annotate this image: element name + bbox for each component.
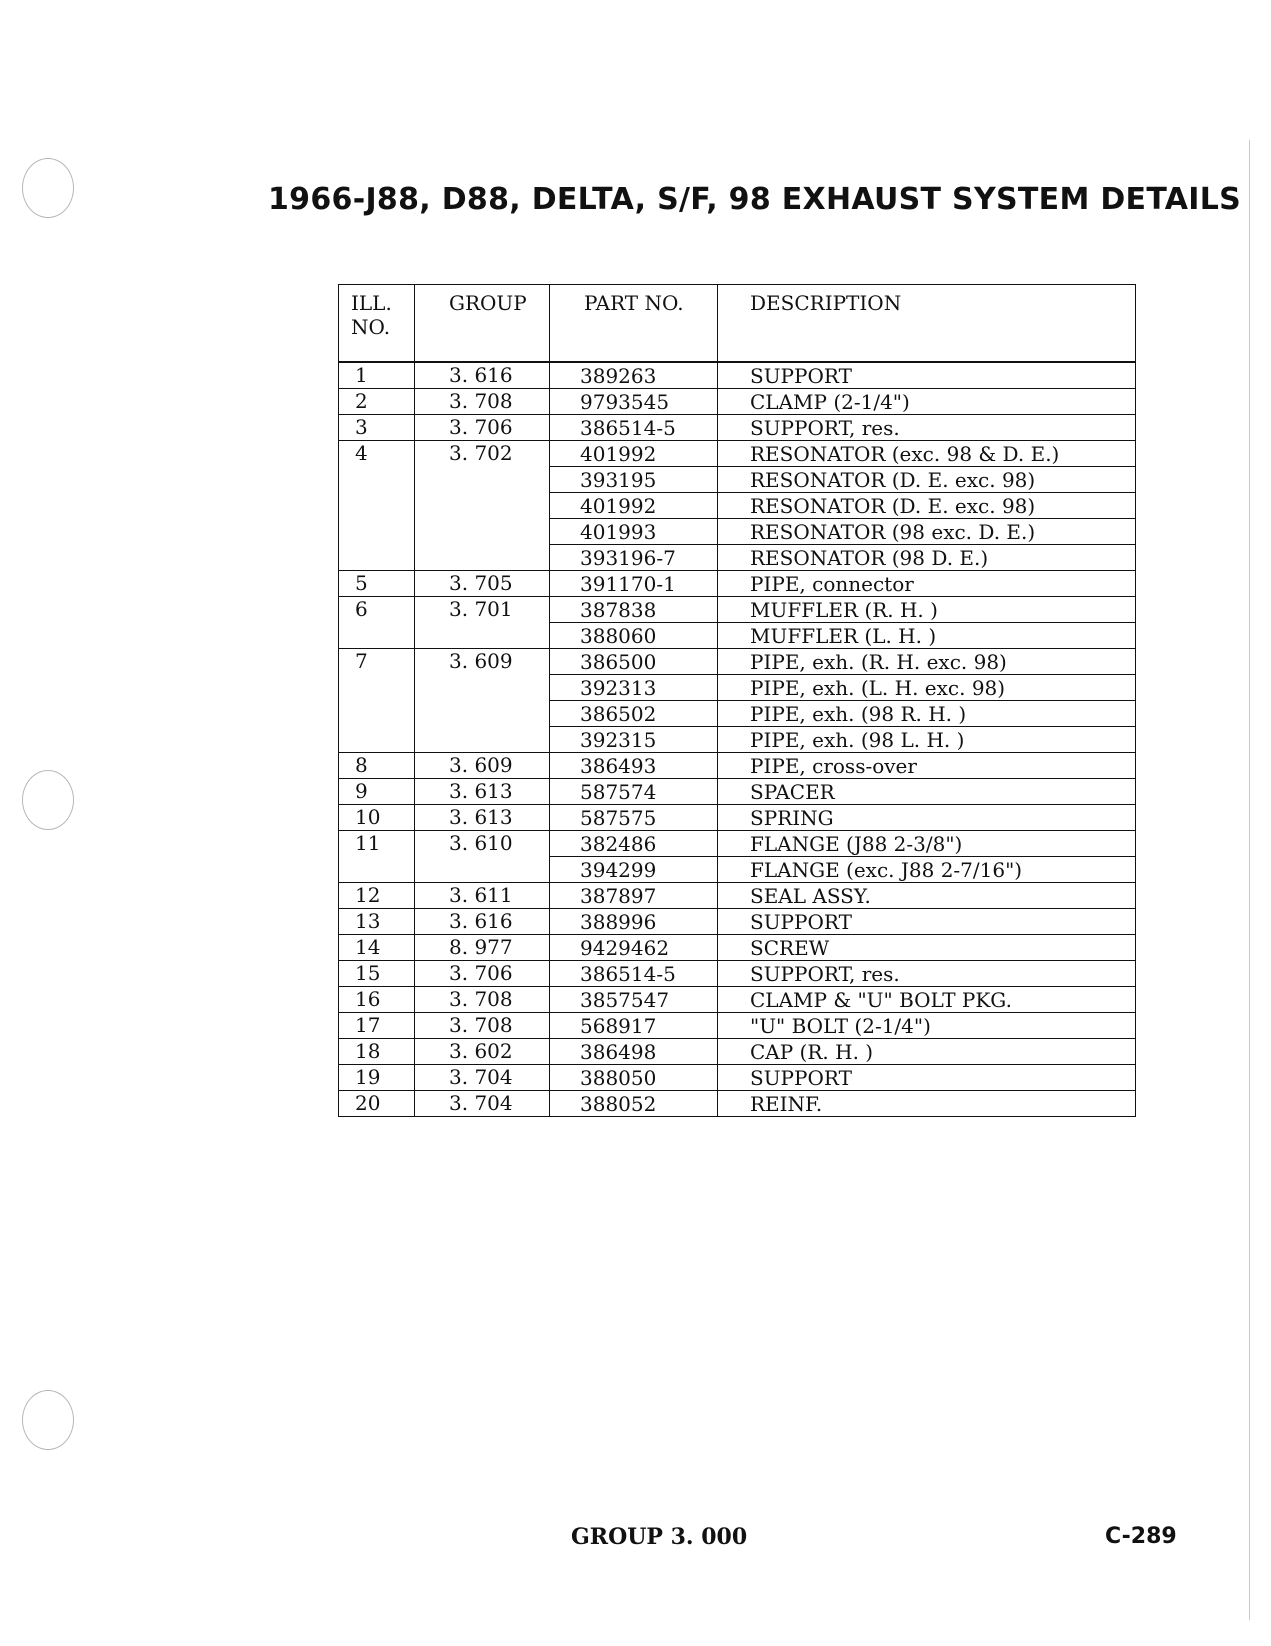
- ill-no-cell: 4: [339, 441, 415, 467]
- description-cell: CAP (R. H. ): [718, 1039, 1136, 1065]
- table-row: [339, 362, 1136, 389]
- group-cell: [415, 493, 550, 519]
- part-no-cell: 391170-1: [550, 571, 718, 597]
- description-cell: SUPPORT, res.: [718, 415, 1136, 441]
- header-group: GROUP: [415, 285, 550, 363]
- table-row: [339, 441, 1136, 467]
- table-row: [339, 597, 1136, 623]
- group-cell: 3. 708: [415, 389, 550, 415]
- table-row: [339, 571, 1136, 597]
- group-cell: 3. 609: [415, 649, 550, 675]
- ill-no-cell: [339, 701, 415, 727]
- part-no-cell: 388052: [550, 1091, 718, 1117]
- description-cell: RESONATOR (98 exc. D. E.): [718, 519, 1136, 545]
- binder-hole-bottom: [22, 1390, 74, 1450]
- ill-no-cell: 7: [339, 649, 415, 675]
- header-description: DESCRIPTION: [718, 285, 1136, 363]
- group-cell: 3. 611: [415, 883, 550, 909]
- group-cell: [415, 467, 550, 493]
- description-cell: "U" BOLT (2-1/4"): [718, 1013, 1136, 1039]
- part-no-cell: 387838: [550, 597, 718, 623]
- table-row: [339, 519, 1136, 545]
- ill-no-cell: 20: [339, 1091, 415, 1117]
- table-row: [339, 545, 1136, 571]
- group-cell: 3. 602: [415, 1039, 550, 1065]
- ill-no-cell: [339, 727, 415, 753]
- ill-no-cell: 16: [339, 987, 415, 1013]
- group-cell: [415, 519, 550, 545]
- table-row: [339, 415, 1136, 441]
- description-cell: RESONATOR (D. E. exc. 98): [718, 467, 1136, 493]
- ill-no-cell: 5: [339, 571, 415, 597]
- group-cell: [415, 675, 550, 701]
- description-cell: PIPE, exh. (98 L. H. ): [718, 727, 1136, 753]
- table-row: [339, 467, 1136, 493]
- group-cell: 3. 706: [415, 961, 550, 987]
- group-cell: 3. 616: [415, 909, 550, 935]
- description-cell: MUFFLER (R. H. ): [718, 597, 1136, 623]
- group-cell: 3. 702: [415, 441, 550, 467]
- ill-no-cell: [339, 545, 415, 571]
- part-no-cell: 587574: [550, 779, 718, 805]
- description-cell: RESONATOR (exc. 98 & D. E.): [718, 441, 1136, 467]
- ill-no-cell: 3: [339, 415, 415, 441]
- table-row: [339, 727, 1136, 753]
- page-edge-line: [1249, 140, 1250, 1620]
- part-no-cell: 401993: [550, 519, 718, 545]
- binder-hole-middle: [22, 770, 74, 830]
- part-no-cell: 9793545: [550, 389, 718, 415]
- part-no-cell: 392313: [550, 675, 718, 701]
- table-row: [339, 779, 1136, 805]
- part-no-cell: 587575: [550, 805, 718, 831]
- description-cell: RESONATOR (98 D. E.): [718, 545, 1136, 571]
- part-no-cell: 388996: [550, 909, 718, 935]
- table-row: [339, 857, 1136, 883]
- description-cell: SCREW: [718, 935, 1136, 961]
- group-cell: 3. 704: [415, 1091, 550, 1117]
- group-cell: 3. 708: [415, 987, 550, 1013]
- description-cell: SEAL ASSY.: [718, 883, 1136, 909]
- part-no-cell: 388060: [550, 623, 718, 649]
- ill-no-cell: 14: [339, 935, 415, 961]
- group-cell: [415, 545, 550, 571]
- description-cell: SUPPORT, res.: [718, 961, 1136, 987]
- part-no-cell: 394299: [550, 857, 718, 883]
- table-row: [339, 935, 1136, 961]
- ill-no-cell: 11: [339, 831, 415, 857]
- part-no-cell: 568917: [550, 1013, 718, 1039]
- part-no-cell: 401992: [550, 493, 718, 519]
- table-row: [339, 753, 1136, 779]
- table-row: [339, 1013, 1136, 1039]
- part-no-cell: 389263: [550, 362, 718, 389]
- description-cell: FLANGE (J88 2-3/8"): [718, 831, 1136, 857]
- group-cell: [415, 701, 550, 727]
- ill-no-cell: 8: [339, 753, 415, 779]
- part-no-cell: 386514-5: [550, 961, 718, 987]
- table-row: [339, 389, 1136, 415]
- part-no-cell: 392315: [550, 727, 718, 753]
- description-cell: SUPPORT: [718, 1065, 1136, 1091]
- table-row: [339, 701, 1136, 727]
- ill-no-cell: [339, 467, 415, 493]
- table-row: [339, 883, 1136, 909]
- ill-no-cell: 10: [339, 805, 415, 831]
- group-cell: 3. 609: [415, 753, 550, 779]
- ill-no-cell: 1: [339, 362, 415, 389]
- group-cell: 3. 705: [415, 571, 550, 597]
- description-cell: CLAMP & "U" BOLT PKG.: [718, 987, 1136, 1013]
- description-cell: PIPE, exh. (98 R. H. ): [718, 701, 1136, 727]
- ill-no-cell: 17: [339, 1013, 415, 1039]
- table-row: [339, 987, 1136, 1013]
- part-no-cell: 393196-7: [550, 545, 718, 571]
- table-row: [339, 961, 1136, 987]
- description-cell: SPRING: [718, 805, 1136, 831]
- ill-no-cell: 12: [339, 883, 415, 909]
- description-cell: SPACER: [718, 779, 1136, 805]
- table-row: [339, 1039, 1136, 1065]
- part-no-cell: 386498: [550, 1039, 718, 1065]
- description-cell: PIPE, connector: [718, 571, 1136, 597]
- description-cell: SUPPORT: [718, 362, 1136, 389]
- table-row: [339, 805, 1136, 831]
- page-title: 1966-J88, D88, DELTA, S/F, 98 EXHAUST SYSTEM DETAILS: [268, 182, 1242, 217]
- group-cell: 8. 977: [415, 935, 550, 961]
- ill-no-cell: 2: [339, 389, 415, 415]
- description-cell: CLAMP (2-1/4"): [718, 389, 1136, 415]
- table-row: [339, 493, 1136, 519]
- table-row: [339, 649, 1136, 675]
- part-no-cell: 387897: [550, 883, 718, 909]
- table-row: [339, 675, 1136, 701]
- table-row: [339, 1091, 1136, 1117]
- description-cell: RESONATOR (D. E. exc. 98): [718, 493, 1136, 519]
- part-no-cell: 401992: [550, 441, 718, 467]
- ill-no-cell: [339, 857, 415, 883]
- ill-no-cell: 15: [339, 961, 415, 987]
- group-cell: 3. 613: [415, 805, 550, 831]
- table-row: [339, 623, 1136, 649]
- parts-table: [338, 284, 1136, 1117]
- part-no-cell: 386500: [550, 649, 718, 675]
- ill-no-cell: [339, 493, 415, 519]
- group-footer: GROUP 3. 000: [571, 1524, 748, 1550]
- part-no-cell: 386502: [550, 701, 718, 727]
- group-cell: 3. 613: [415, 779, 550, 805]
- ill-no-cell: 19: [339, 1065, 415, 1091]
- header-part-no: PART NO.: [550, 285, 718, 363]
- description-cell: REINF.: [718, 1091, 1136, 1117]
- part-no-cell: 386493: [550, 753, 718, 779]
- part-no-cell: 3857547: [550, 987, 718, 1013]
- ill-no-cell: 18: [339, 1039, 415, 1065]
- table-row: [339, 1065, 1136, 1091]
- group-cell: 3. 706: [415, 415, 550, 441]
- description-cell: SUPPORT: [718, 909, 1136, 935]
- group-cell: 3. 704: [415, 1065, 550, 1091]
- part-no-cell: 386514-5: [550, 415, 718, 441]
- part-no-cell: 382486: [550, 831, 718, 857]
- binder-hole-top: [22, 158, 74, 218]
- table-header-row: [339, 285, 1136, 363]
- ill-no-cell: 6: [339, 597, 415, 623]
- description-cell: PIPE, exh. (R. H. exc. 98): [718, 649, 1136, 675]
- ill-no-cell: [339, 519, 415, 545]
- parts-table-body: [339, 362, 1136, 1117]
- part-no-cell: 9429462: [550, 935, 718, 961]
- description-cell: PIPE, exh. (L. H. exc. 98): [718, 675, 1136, 701]
- group-cell: 3. 708: [415, 1013, 550, 1039]
- part-no-cell: 388050: [550, 1065, 718, 1091]
- description-cell: MUFFLER (L. H. ): [718, 623, 1136, 649]
- part-no-cell: 393195: [550, 467, 718, 493]
- group-cell: 3. 616: [415, 362, 550, 389]
- group-cell: 3. 701: [415, 597, 550, 623]
- header-ill-no: ILL. NO.: [339, 285, 415, 363]
- page-number: C-289: [1105, 1524, 1177, 1549]
- table-row: [339, 831, 1136, 857]
- table-row: [339, 909, 1136, 935]
- ill-no-cell: 9: [339, 779, 415, 805]
- group-cell: [415, 857, 550, 883]
- ill-no-cell: [339, 675, 415, 701]
- group-cell: [415, 727, 550, 753]
- group-cell: 3. 610: [415, 831, 550, 857]
- ill-no-cell: [339, 623, 415, 649]
- ill-no-cell: 13: [339, 909, 415, 935]
- group-cell: [415, 623, 550, 649]
- description-cell: FLANGE (exc. J88 2-7/16"): [718, 857, 1136, 883]
- description-cell: PIPE, cross-over: [718, 753, 1136, 779]
